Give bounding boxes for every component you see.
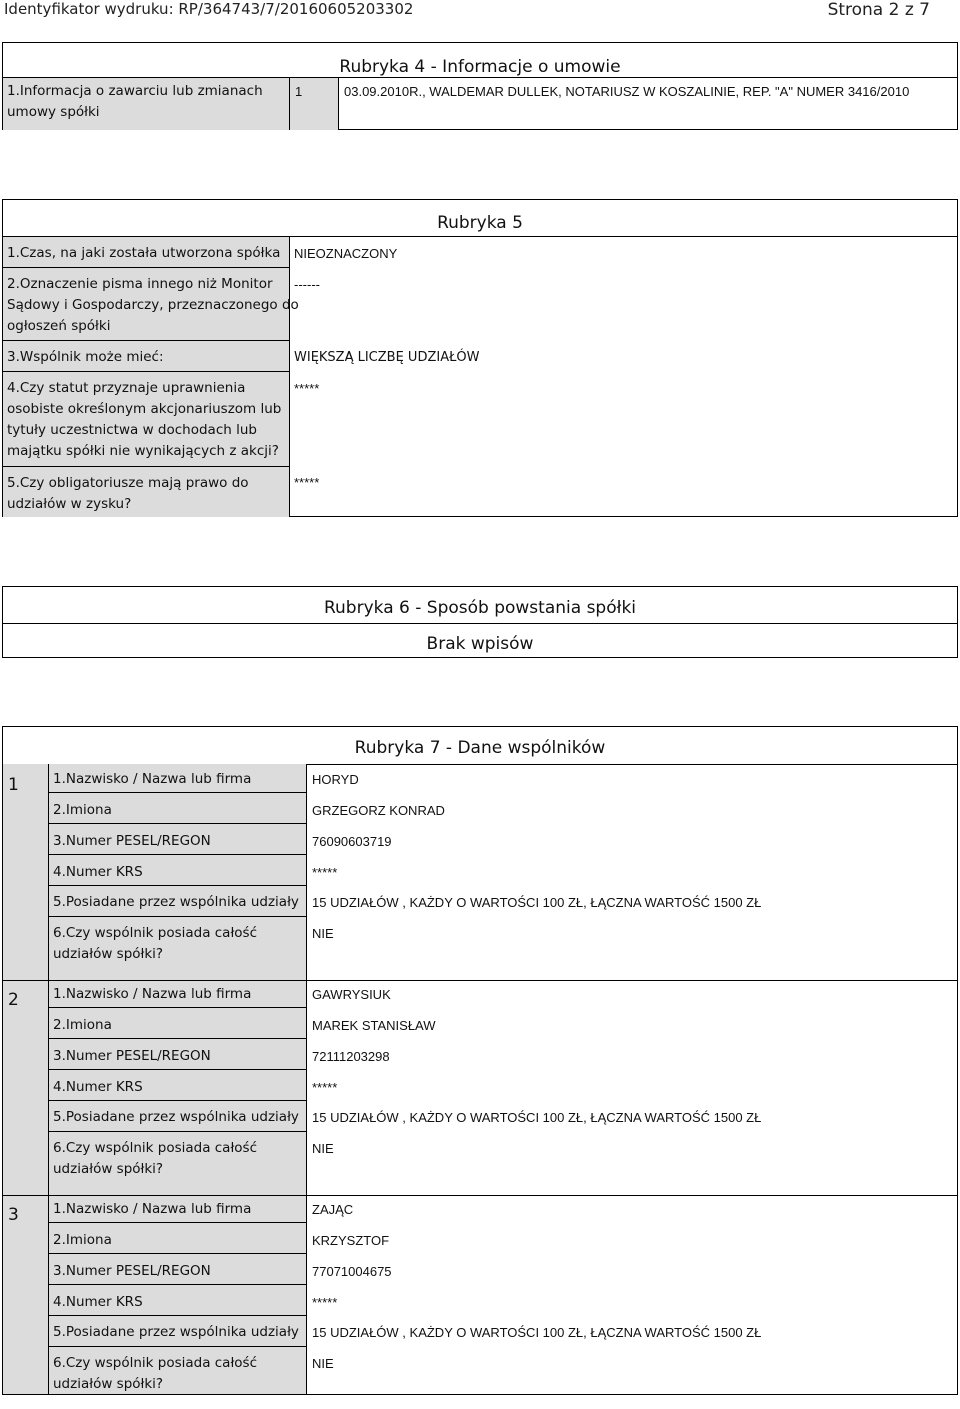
partner-all-shares: NIE (312, 1356, 334, 1371)
group-divider (3, 1195, 957, 1196)
field-label: 5.Posiadane przez wspólnika udziały (53, 1324, 299, 1340)
field-label: 3.Numer PESEL/REGON (53, 1263, 211, 1279)
row-divider (48, 885, 306, 886)
partner-name: HORYD (312, 772, 359, 787)
section-title: Rubryka 5 (437, 213, 523, 233)
row-divider (3, 623, 957, 624)
field-label: 2.Imiona (53, 802, 112, 818)
partner-krs: ***** (312, 1295, 338, 1310)
field-label: Sądowy i Gospodarczy, przeznaczonego do (7, 297, 299, 313)
group-divider (3, 980, 957, 981)
partner-name: GAWRYSIUK (312, 987, 391, 1002)
partner-pesel: 72111203298 (312, 1049, 390, 1064)
index-divider (48, 764, 49, 1394)
field-label: 6.Czy wspólnik posiada całość (53, 925, 258, 941)
field-label: 4.Numer KRS (53, 864, 143, 880)
field-label: 4.Czy statut przyznaje uprawnienia (7, 380, 246, 396)
section-rubryka-4 (2, 42, 958, 130)
partner-index: 2 (8, 990, 19, 1010)
partner-pesel: 76090603719 (312, 834, 392, 849)
field-label: 4.Numer KRS (53, 1079, 143, 1095)
entry-value: 03.09.2010R., WALDEMAR DULLEK, NOTARIUSZ W KOSZALINIE, REP. "A" NUMER 3416/2010 (344, 84, 910, 99)
partner-all-shares: NIE (312, 1141, 334, 1156)
row-divider (48, 916, 306, 917)
partner-shares: 15 UDZIAŁÓW , KAŻDY O WARTOŚCI 100 ZŁ, ŁĄCZNA WARTOŚĆ 1500 ZŁ (312, 895, 762, 910)
field-label: osobiste określonym akcjonariuszom lub (7, 401, 282, 417)
row-divider (3, 371, 289, 372)
label-line: umowy spółki (7, 104, 100, 120)
partner-first-names: KRZYSZTOF (312, 1233, 390, 1248)
section-title: Rubryka 7 - Dane wspólników (354, 738, 606, 758)
row-divider (3, 340, 289, 341)
field-value: WIĘKSZĄ LICZBĘ UDZIAŁÓW (294, 350, 480, 365)
field-label: ogłoszeń spółki (7, 318, 111, 334)
row-divider (48, 1100, 306, 1101)
field-label: 2.Imiona (53, 1017, 112, 1033)
field-label: 3.Numer PESEL/REGON (53, 1048, 211, 1064)
empty-notice: Brak wpisów (426, 634, 534, 654)
field-label: udziałów spółki? (53, 1376, 164, 1392)
field-label: udziałów spółki? (53, 1161, 164, 1177)
label-line: 1.Informacja o zawarciu lub zmianach (7, 83, 263, 99)
field-value: NIEOZNACZONY (294, 246, 398, 261)
row-divider (48, 1253, 306, 1254)
field-label: 5.Posiadane przez wspólnika udziały (53, 1109, 299, 1125)
field-label: 6.Czy wspólnik posiada całość (53, 1355, 258, 1371)
row-divider (48, 1038, 306, 1039)
page-number: Strona 2 z 7 (827, 0, 930, 20)
value-cell (338, 77, 957, 130)
field-label: udziałów w zysku? (7, 496, 132, 512)
field-label: 1.Czas, na jaki została utworzona spółka (7, 245, 281, 261)
row-divider (48, 1007, 306, 1008)
partner-first-names: MAREK STANISŁAW (312, 1018, 436, 1033)
section-title: Rubryka 6 - Sposób powstania spółki (323, 598, 637, 618)
partner-name: ZAJĄC (312, 1202, 354, 1217)
section-rubryka-5 (2, 199, 958, 517)
partner-krs: ***** (312, 1080, 338, 1095)
field-label: 1.Nazwisko / Nazwa lub firma (53, 771, 252, 787)
field-label: 2.Oznaczenie pisma innego niż Monitor (7, 276, 273, 292)
values-column (289, 236, 957, 517)
index-cell (289, 77, 338, 130)
field-label: tytuły uczestnictwa w dochodach lub (7, 422, 257, 438)
field-label: 1.Nazwisko / Nazwa lub firma (53, 1201, 252, 1217)
row-divider (48, 792, 306, 793)
partner-index: 3 (8, 1205, 19, 1225)
field-label: 4.Numer KRS (53, 1294, 143, 1310)
partner-pesel: 77071004675 (312, 1264, 392, 1279)
row-divider (48, 823, 306, 824)
field-label: 5.Czy obligatoriusze mają prawo do (7, 475, 249, 491)
section-rubryka-7 (2, 726, 958, 1395)
label-cell (3, 77, 289, 130)
partner-all-shares: NIE (312, 926, 334, 941)
field-label: 2.Imiona (53, 1232, 112, 1248)
field-label: 6.Czy wspólnik posiada całość (53, 1140, 258, 1156)
partner-shares: 15 UDZIAŁÓW , KAŻDY O WARTOŚCI 100 ZŁ, ŁĄCZNA WARTOŚĆ 1500 ZŁ (312, 1110, 762, 1125)
field-value: ------ (294, 277, 320, 292)
field-label: 1.Nazwisko / Nazwa lub firma (53, 986, 252, 1002)
field-label: 3.Numer PESEL/REGON (53, 833, 211, 849)
field-label: 5.Posiadane przez wspólnika udziały (53, 894, 299, 910)
field-label: 3.Wspólnik może mieć: (7, 349, 164, 365)
row-divider (48, 1284, 306, 1285)
row-divider (48, 1222, 306, 1223)
section-title: Rubryka 4 - Informacje o umowie (339, 57, 621, 77)
field-value: ***** (294, 381, 320, 396)
field-value: ***** (294, 475, 320, 490)
partner-shares: 15 UDZIAŁÓW , KAŻDY O WARTOŚCI 100 ZŁ, ŁĄCZNA WARTOŚĆ 1500 ZŁ (312, 1325, 762, 1340)
row-divider (3, 267, 289, 268)
print-identifier: Identyfikator wydruku: RP/364743/7/20160605203302 (4, 0, 414, 18)
row-divider (3, 466, 289, 467)
value-divider (306, 764, 307, 1394)
partner-first-names: GRZEGORZ KONRAD (312, 803, 445, 818)
field-label: majątku spółki nie wynikających z akcji? (7, 443, 279, 459)
row-divider (48, 1315, 306, 1316)
field-label: udziałów spółki? (53, 946, 164, 962)
row-divider (48, 854, 306, 855)
row-divider (48, 1069, 306, 1070)
partner-index: 1 (8, 775, 19, 795)
row-divider (48, 1346, 306, 1347)
section-rubryka-6 (2, 586, 958, 658)
row-divider (48, 1131, 306, 1132)
partner-krs: ***** (312, 865, 338, 880)
entry-index: 1 (295, 84, 303, 99)
